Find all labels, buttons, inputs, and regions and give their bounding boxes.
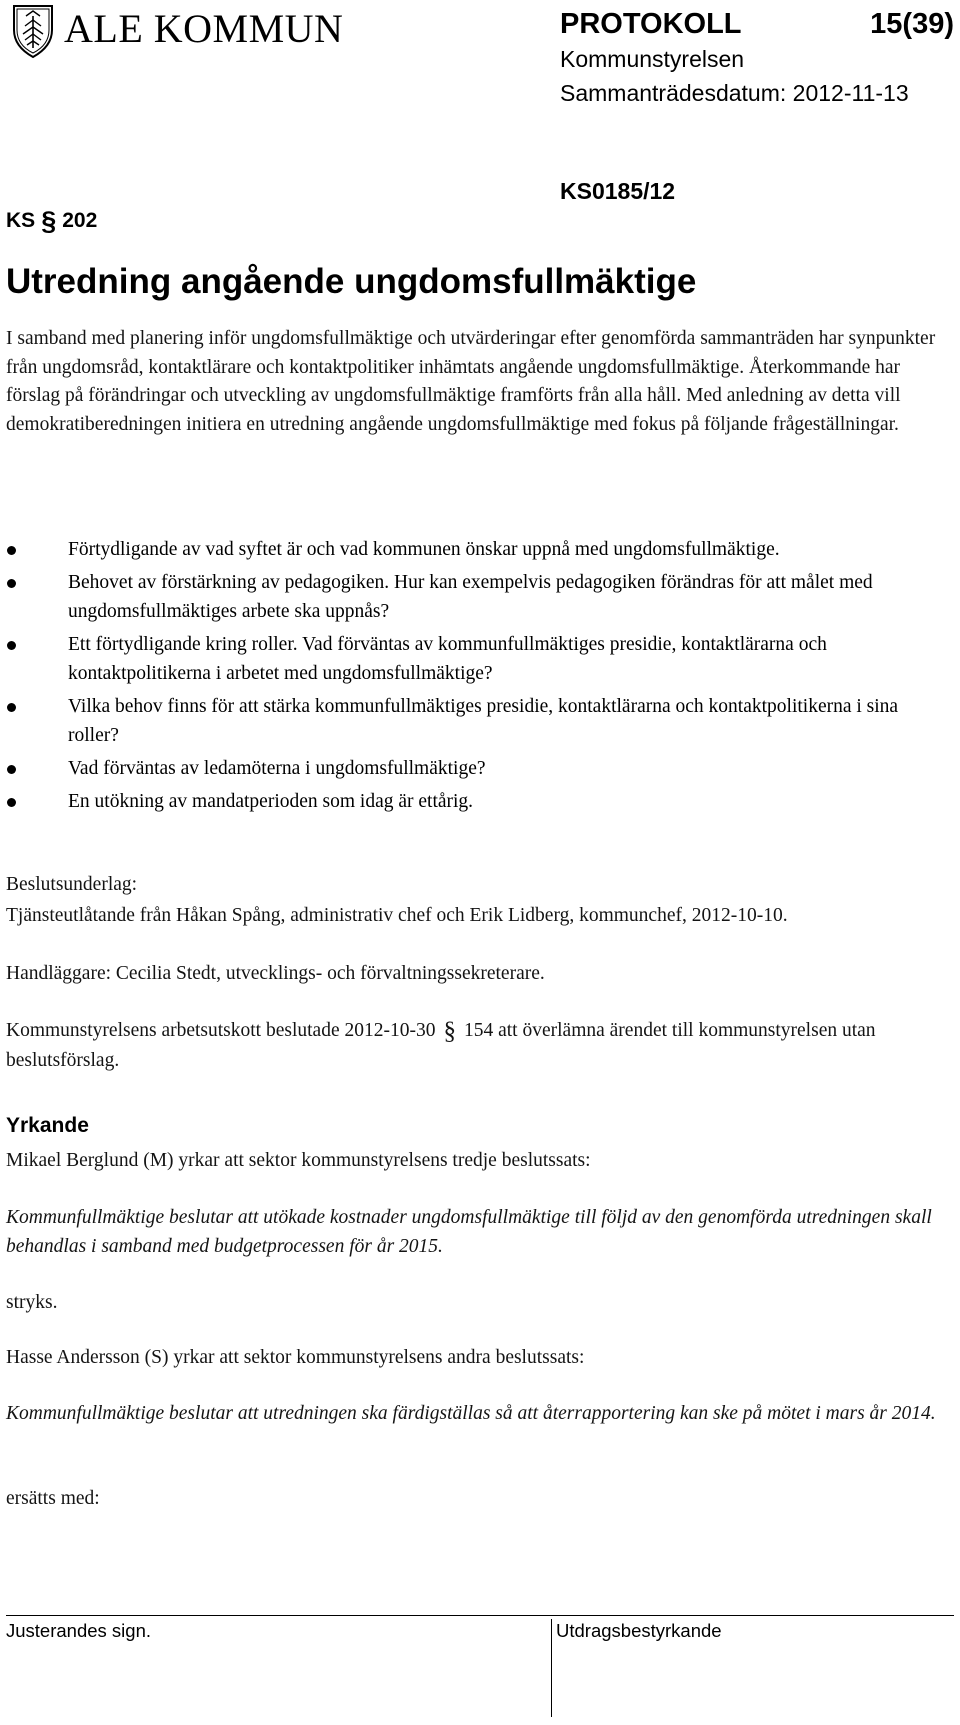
bullet-icon [7, 703, 16, 712]
list-item: Ett förtydligande kring roller. Vad förväntas av kommunfullmäktiges presidie, kontaktlärarna och kontaktpolitikerna i arbetet med ungdomsfullmäktige? [6, 631, 951, 688]
paragraph-sign: § [41, 206, 57, 236]
diary-number: KS0185/12 [560, 178, 676, 204]
page-title: Utredning angående ungdomsfullmäktige [6, 262, 697, 301]
bullet-icon [7, 641, 16, 650]
claim-quote: Kommunfullmäktige beslutar att utökade kostnader ungdomsfullmäktige till följd av den genomförda utredningen skall behandlas i samband med budgetprocessen för år 2015. [6, 1207, 932, 1257]
bullet-icon [7, 546, 16, 555]
case-prefix: KS [6, 209, 36, 232]
section-heading: Yrkande [6, 1114, 89, 1137]
claim-result: ersätts med: [6, 1488, 100, 1509]
list-item: Förtydligande av vad syftet är och vad kommunen önskar uppnå med ungdomsfullmäktige. [6, 536, 951, 565]
footer-divider [6, 1615, 954, 1616]
signer-label: Justerandes sign. [6, 1620, 152, 1641]
meeting-date: Sammanträdesdatum: 2012-11-13 [560, 80, 909, 106]
list-item: Vad förväntas av ledamöterna i ungdomsfullmäktige? [6, 755, 951, 784]
attest-label: Utdragsbestyrkande [556, 1620, 722, 1641]
intro-paragraph: I samband med planering inför ungdomsfullmäktige och utvärderingar efter genomförda sammanträden har synpunkter från ungdomsråd, kontaktlärare och kontaktpolitiker inhämtats angående ungdomsfullmäktige. Återkommande har förslag på förändringar och utveckling av ungdomsfullmäktige framförts från alla håll. Med anledning av detta vill demokratiberedningen initiera en utredning angående ungdomsfullmäktige med fokus på följande frågeställningar. [6, 328, 936, 436]
committee-name: Kommunstyrelsen [560, 46, 745, 72]
case-reference [6, 206, 97, 237]
basis-text: Tjänsteutlåtande från Håkan Spång, administrativ chef och Erik Lidberg, kommunchef, 2012-10-10. [6, 905, 788, 926]
page-number: 15(39) [870, 8, 954, 40]
bullet-icon [7, 765, 16, 774]
committee-decision: Kommunstyrelsens arbetsutskott beslutade 2012-10-30 § 154 att överlämna ärendet till kommunstyrelsen utan beslutsförslag. [6, 1018, 876, 1071]
claim-quote: Kommunfullmäktige beslutar att utredningen ska färdigställas så att återrapportering kan ske på mötet i mars år 2014. [6, 1403, 936, 1424]
claim-text: Hasse Andersson (S) yrkar att sektor kommunstyrelsens andra beslutssats: [6, 1347, 585, 1368]
question-list [6, 536, 951, 821]
claim-text: Mikael Berglund (M) yrkar att sektor kommunstyrelsens tredje beslutssats: [6, 1150, 591, 1171]
case-number: 202 [62, 209, 98, 232]
org-name: ALE KOMMUN [64, 6, 344, 51]
list-item: Behovet av förstärkning av pedagogiken. Hur kan exempelvis pedagogiken förändras för att målet med ungdomsfullmäktiges arbete ska uppnås? [6, 569, 951, 626]
handler-text: Handläggare: Cecilia Stedt, utvecklings- och förvaltningssekreterare. [6, 963, 545, 984]
list-item: En utökning av mandatperioden som idag är ettårig. [6, 788, 951, 817]
paragraph-sign: § [443, 1018, 456, 1045]
bullet-icon [7, 579, 16, 588]
claim-result: stryks. [6, 1292, 58, 1313]
basis-label: Beslutsunderlag: [6, 874, 138, 895]
bullet-icon [7, 798, 16, 807]
list-item: Vilka behov finns för att stärka kommunfullmäktiges presidie, kontaktlärarna och kontaktpolitikerna i sina roller? [6, 693, 951, 750]
document-type: PROTOKOLL [560, 8, 742, 40]
tree-emblem-icon [6, 2, 66, 60]
